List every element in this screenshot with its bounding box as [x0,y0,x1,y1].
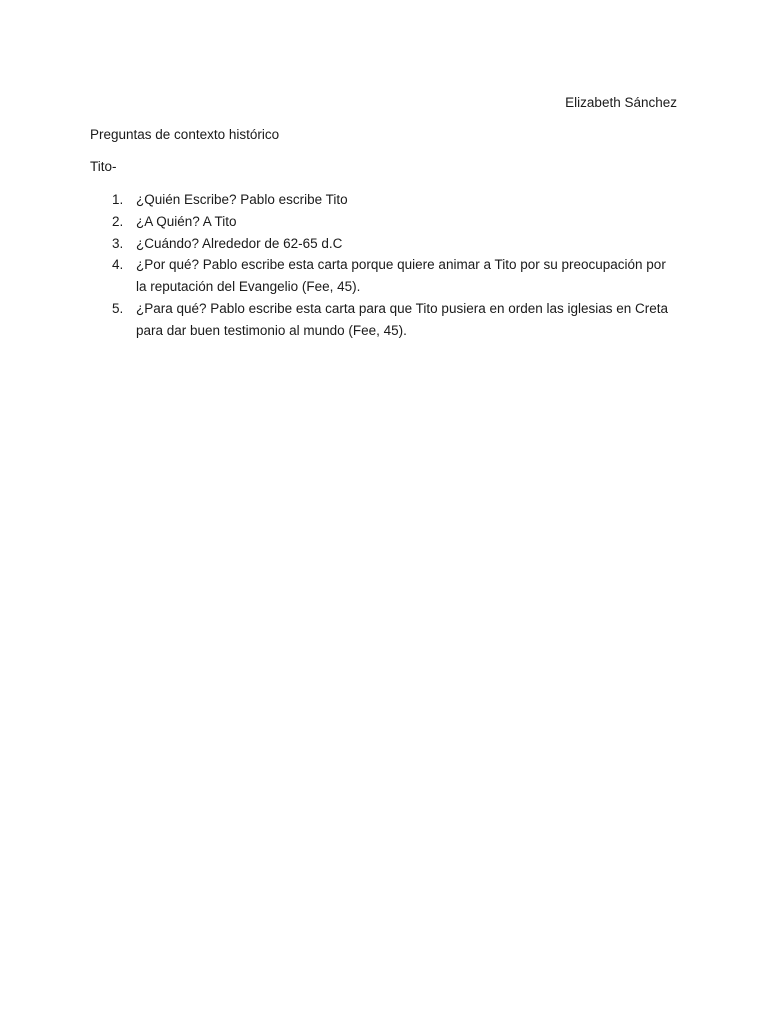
list-item-text: ¿Cuándo? Alrededor de 62-65 d.C [136,235,343,251]
list-item-text: ¿Quién Escribe? Pablo escribe Tito [136,192,348,207]
document-subtitle: Tito- [90,159,117,174]
list-item [90,233,680,255]
list-item [90,211,680,233]
list-item-number: 3. [112,235,124,251]
list-item-number: 4. [112,257,124,273]
list-item-number: 5. [112,300,124,316]
list-item-text: ¿Por qué? Pablo escribe esta carta porque quiere animar a Tito por su preocupación por la reputación del Evangelio (Fee, 45). [136,257,666,295]
list-item [90,189,680,211]
document-title: Preguntas de contexto histórico [90,127,280,142]
list-item [90,254,680,298]
list-item-number: 1. [112,192,124,207]
list-item-text: ¿Para qué? Pablo escribe esta carta para que Tito pusiera en orden las iglesias en Creta para dar buen testimonio al mundo (Fee, 45). [136,300,669,338]
list-item-number: 2. [112,213,124,229]
question-list [90,189,680,342]
author-name: Elizabeth Sánchez [565,95,677,110]
list-item-text: ¿A Quién? A Tito [136,213,237,229]
list-item [90,298,680,342]
